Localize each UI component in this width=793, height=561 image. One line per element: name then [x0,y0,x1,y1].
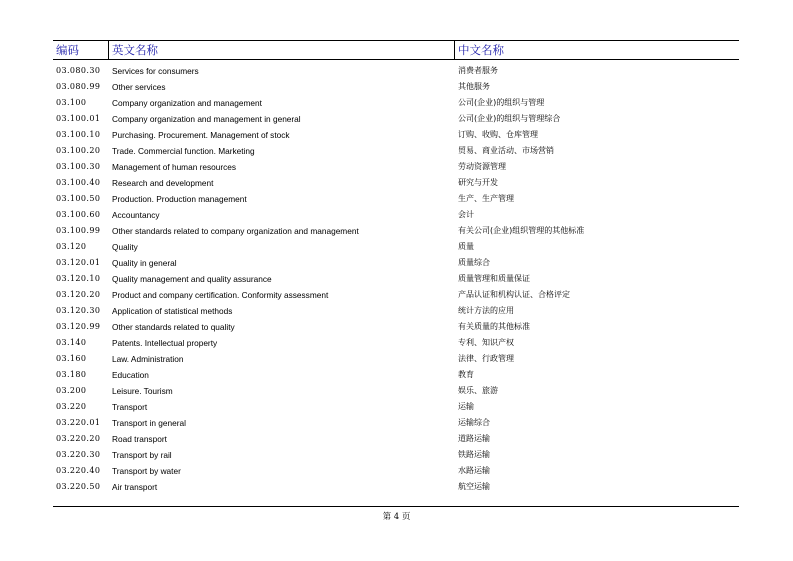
row-english-name: Production. Production management [112,194,247,204]
row-english-name: Product and company certification. Conformity assessment [112,290,329,300]
header-chinese-name: 中文名称 [458,43,504,57]
table-row [53,223,739,239]
table-row [53,415,739,431]
table-row [53,367,739,383]
row-chinese-name: 公司(企业)的组织与管理 [458,98,545,107]
row-chinese-name: 教育 [458,370,474,379]
table-row [53,399,739,415]
row-code: 03.100.30 [56,162,101,171]
row-english-name: Transport by water [112,466,181,476]
row-code: 03.080.99 [56,82,101,91]
row-code: 03.100.50 [56,194,101,203]
row-english-name: Trade. Commercial function. Marketing [112,146,255,156]
row-chinese-name: 生产、生产管理 [458,194,514,203]
row-code: 03.120.10 [56,274,101,283]
row-english-name: Research and development [112,178,214,188]
table-row [53,111,739,127]
row-chinese-name: 航空运输 [458,482,490,491]
row-chinese-name: 会计 [458,210,474,219]
row-chinese-name: 法律、行政管理 [458,354,514,363]
row-code: 03.100.60 [56,210,101,219]
row-chinese-name: 运输综合 [458,418,490,427]
row-english-name: Quality in general [112,258,177,268]
row-code: 03.220.50 [56,482,101,491]
table-row [53,431,739,447]
row-chinese-name: 质量管理和质量保证 [458,274,530,283]
row-code: 03.220.40 [56,466,101,475]
row-english-name: Other standards related to company organization and management [112,226,359,236]
table-body [53,63,739,495]
row-english-name: Transport in general [112,418,186,428]
row-chinese-name: 有关公司(企业)组织管理的其他标准 [458,226,585,235]
table-row [53,127,739,143]
row-english-name: Transport by rail [112,450,172,460]
table-row [53,271,739,287]
table-row [53,255,739,271]
row-chinese-name: 统计方法的应用 [458,306,514,315]
row-code: 03.100.20 [56,146,101,155]
row-english-name: Road transport [112,434,167,444]
row-code: 03.100.99 [56,226,101,235]
row-chinese-name: 贸易、商业活动、市场营销 [458,146,554,155]
row-english-name: Purchasing. Procurement. Management of stock [112,130,290,140]
row-code: 03.080.30 [56,66,101,75]
row-chinese-name: 运输 [458,402,474,411]
row-chinese-name: 道路运输 [458,434,490,443]
table-row [53,95,739,111]
row-code: 03.220.01 [56,418,101,427]
row-code: 03.220.20 [56,434,101,443]
row-english-name: Air transport [112,482,158,492]
row-code: 03.200 [56,386,87,395]
row-code: 03.100.40 [56,178,101,187]
row-english-name: Quality management and quality assurance [112,274,272,284]
row-code: 03.100 [56,98,87,107]
row-code: 03.100.10 [56,130,101,139]
row-code: 03.100.01 [56,114,101,123]
row-chinese-name: 产品认证和机构认证、合格评定 [458,290,570,299]
row-english-name: Management of human resources [112,162,237,172]
row-code: 03.120.30 [56,306,101,315]
table-row [53,239,739,255]
row-english-name: Patents. Intellectual property [112,338,218,348]
column-divider [454,41,455,59]
row-code: 03.180 [56,370,87,379]
row-chinese-name: 铁路运输 [458,450,490,459]
row-english-name: Services for consumers [112,66,199,76]
row-code: 03.120.01 [56,258,101,267]
row-chinese-name: 其他服务 [458,82,490,91]
row-english-name: Accountancy [112,210,160,220]
table-row [53,303,739,319]
row-chinese-name: 消费者服务 [458,66,498,75]
row-chinese-name: 有关质量的其他标准 [458,322,530,331]
row-chinese-name: 研究与开发 [458,178,498,187]
row-chinese-name: 质量综合 [458,258,490,267]
table-row [53,159,739,175]
row-chinese-name: 公司(企业)的组织与管理综合 [458,114,561,123]
row-english-name: Application of statistical methods [112,306,233,316]
bottom-rule [53,506,739,507]
row-english-name: Other standards related to quality [112,322,235,332]
row-chinese-name: 水路运输 [458,466,490,475]
table-row [53,463,739,479]
row-chinese-name: 订购、收购、仓库管理 [458,130,538,139]
row-code: 03.160 [56,354,87,363]
row-english-name: Leisure. Tourism [112,386,173,396]
row-english-name: Quality [112,242,138,252]
row-chinese-name: 专利、知识产权 [458,338,514,347]
table-row [53,287,739,303]
table-row [53,79,739,95]
standards-table [53,40,739,495]
row-code: 03.120 [56,242,87,251]
row-code: 03.220.30 [56,450,101,459]
table-row [53,207,739,223]
table-row [53,479,739,495]
page-number: 第 4 页 [382,512,411,522]
row-english-name: Education [112,370,149,380]
row-code: 03.220 [56,402,87,411]
row-english-name: Other services [112,82,166,92]
row-code: 03.140 [56,338,87,347]
row-english-name: Company organization and management [112,98,262,108]
table-row [53,143,739,159]
row-english-name: Transport [112,402,148,412]
table-header [53,40,739,60]
header-english-name: 英文名称 [112,43,158,57]
header-code: 编码 [56,43,79,57]
table-row [53,447,739,463]
row-chinese-name: 娱乐、旅游 [458,386,498,395]
row-code: 03.120.99 [56,322,101,331]
table-row [53,175,739,191]
row-chinese-name: 劳动资源管理 [458,162,506,171]
row-english-name: Law. Administration [112,354,184,364]
table-row [53,319,739,335]
table-row [53,335,739,351]
row-code: 03.120.20 [56,290,101,299]
table-row [53,351,739,367]
table-row [53,63,739,79]
row-english-name: Company organization and management in general [112,114,301,124]
table-row [53,191,739,207]
column-divider [108,41,109,59]
row-chinese-name: 质量 [458,242,474,251]
table-row [53,383,739,399]
